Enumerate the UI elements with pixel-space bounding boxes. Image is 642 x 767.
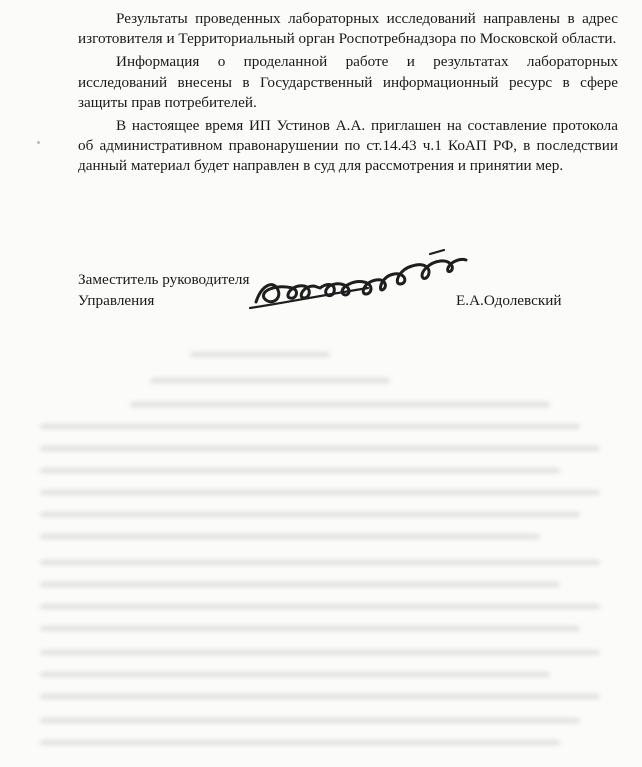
bleed-line bbox=[150, 378, 390, 383]
bleed-line bbox=[40, 672, 550, 677]
bleed-line bbox=[130, 402, 550, 407]
reverse-side-bleed-through bbox=[0, 330, 642, 767]
bleed-line bbox=[40, 424, 580, 429]
position-line-2: Управления bbox=[78, 291, 155, 309]
bleed-line bbox=[40, 626, 580, 631]
bleed-line bbox=[40, 534, 540, 539]
document-body bbox=[78, 9, 618, 180]
bleed-line bbox=[40, 582, 560, 587]
paragraph-protocol: В настоящее время ИП Устинов А.А. приглашен на составление протокола об административном правонарушении по ст.14.43 ч.1 КоАП РФ, в последствии данный материал будет направлен в суд для рассмотрения и принятии мер. bbox=[78, 117, 618, 175]
bleed-line bbox=[40, 604, 600, 609]
paragraph-info-resource: Информация о проделанной работе и результатах лабораторных исследований внесены в Государственный информационный ресурс в сфере защиты прав потребителей. bbox=[78, 53, 618, 111]
bleed-line bbox=[40, 718, 580, 723]
scan-speck bbox=[37, 141, 40, 144]
bleed-line bbox=[190, 352, 330, 357]
bleed-line bbox=[40, 650, 600, 655]
paragraph-lab-results: Результаты проведенных лабораторных исследований направлены в адрес изготовителя и Территориальный орган Роспотребнадзора по Московской области. bbox=[78, 10, 618, 48]
bleed-line bbox=[40, 468, 560, 473]
position-line-1: Заместитель руководителя bbox=[78, 271, 250, 288]
signer-name: Е.А.Одолевский bbox=[456, 292, 562, 309]
bleed-line bbox=[40, 446, 600, 451]
bleed-line bbox=[40, 694, 600, 699]
bleed-line bbox=[40, 490, 600, 495]
bleed-line bbox=[40, 512, 580, 517]
handwritten-signature bbox=[248, 244, 478, 316]
bleed-line bbox=[40, 740, 560, 745]
signatory-position bbox=[78, 270, 249, 311]
bleed-line bbox=[40, 560, 600, 565]
